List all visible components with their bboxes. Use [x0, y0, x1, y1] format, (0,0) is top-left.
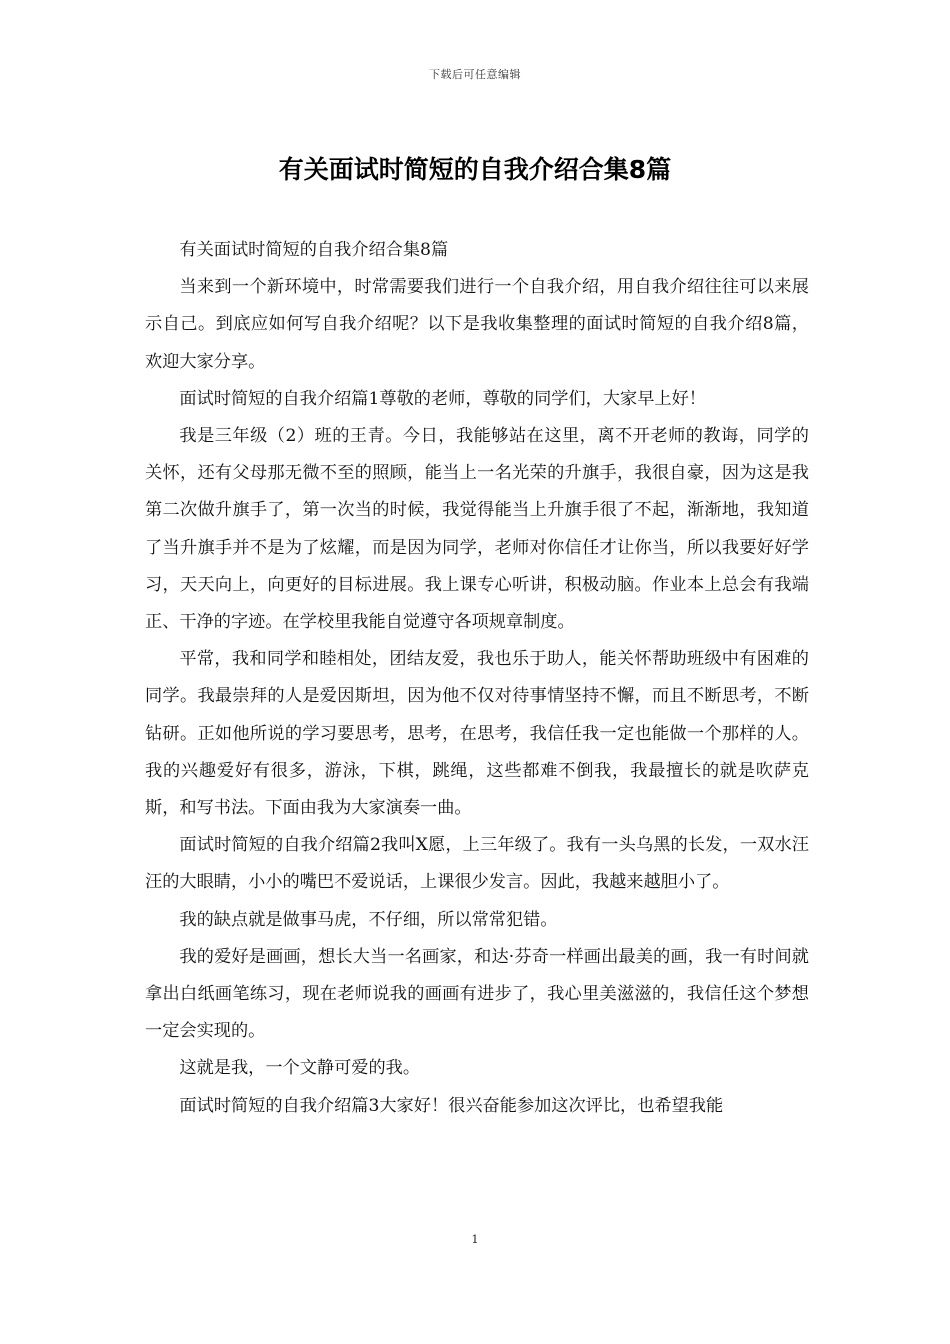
paragraph: 有关面试时简短的自我介绍合集8篇	[179, 240, 449, 260]
document-title: 有关面试时简短的自我介绍合集8篇	[278, 155, 672, 184]
paragraph: 我的缺点就是做事马虎，不仔细，所以常常犯错。	[179, 909, 558, 930]
paragraph: 平常，我和同学和睦相处，团结友爱，我也乐于助人，能关怀帮助班级中有困难的同学。我最崇拜的人是爱因斯坦，因为他不仅对待事情坚持不懈，而且不断思考，不断钻研。正如他所说的学习要思考，思考，在思考，我信任我一定也能做一个那样的人。我的兴趣爱好有很多，游泳，下棋，跳绳，这些都难不倒我，我最擅长的就是吹萨克斯，和写书法。下面由我为大家演奏一曲。	[145, 649, 809, 819]
paragraph: 这就是我，一个文静可爱的我。	[179, 1058, 421, 1079]
header-note: 下载后可任意编辑	[429, 68, 521, 81]
page-number: 1	[471, 1233, 479, 1246]
paragraph: 我的爱好是画画，想长大当一名画家，和达·芬奇一样画出最美的画，我一有时间就拿出白纸画笔练习，现在老师说我的画画有进步了，我心里美滋滋的，我信任这个梦想一定会实现的。	[145, 946, 809, 1042]
paragraph: 面试时简短的自我介绍篇3大家好！很兴奋能参加这次评比，也希望我能	[179, 1095, 724, 1116]
paragraph: 当来到一个新环境中，时常需要我们进行一个自我介绍，用自我介绍往往可以来展示自己。到底应如何写自我介绍呢？以下是我收集整理的面试时简短的自我介绍8篇，欢迎大家分享。	[145, 277, 809, 372]
paragraph: 我是三年级（2）班的王青。今日，我能够站在这里，离不开老师的教诲，同学的关怀，还有父母那无微不至的照顾，能当上一名光荣的升旗手，我很自豪，因为这是我第二次做升旗手了，第一次当的时候，我觉得能当上升旗手很了不起，渐渐地，我知道了当升旗手并不是为了炫耀，而是因为同学，老师对你信任才让你当，所以我要好好学习，天天向上，向更好的目标进展。我上课专心听讲，积极动脑。作业本上总会有我端正、干净的字迹。在学校里我能自觉遵守各项规章制度。	[145, 426, 809, 633]
paragraph: 面试时简短的自我介绍篇2我叫X愿，上三年级了。我有一头乌黑的长发，一双水汪汪的大眼睛，小小的嘴巴不爱说话，上课很少发言。因此，我越来越胆小了。	[145, 835, 809, 893]
paragraph: 面试时简短的自我介绍篇1尊敬的老师，尊敬的同学们，大家早上好！	[179, 388, 706, 409]
document-body	[145, 232, 809, 1125]
